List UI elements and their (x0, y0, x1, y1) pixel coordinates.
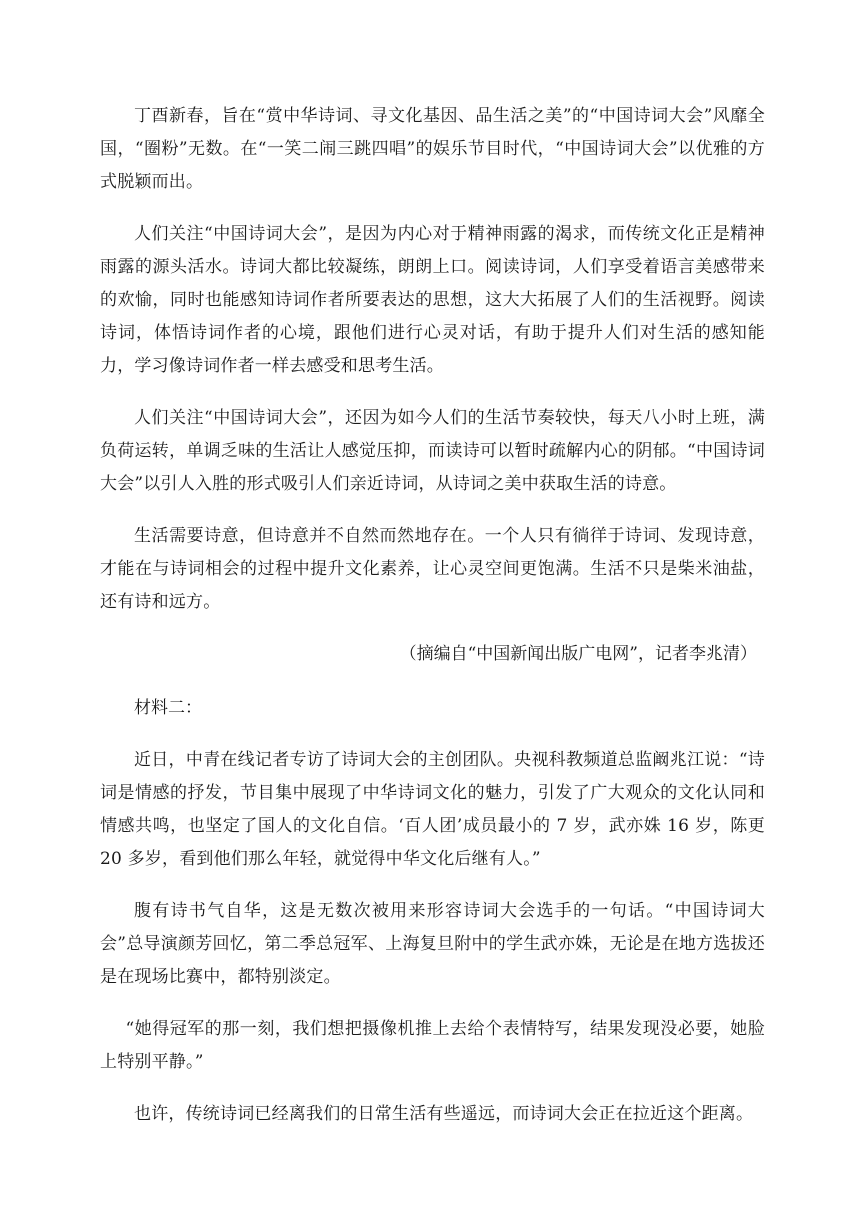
paragraph-4: 生活需要诗意，但诗意并不自然而然地存在。一个人只有徜徉于诗词、发现诗意，才能在与诗词相会的过程中提升文化素养，让心灵空间更饱满。生活不只是柴米油盐，还有诗和远方。 (100, 526, 765, 612)
source-citation: （摘编自“中国新闻出版广电网”，记者李兆清） (399, 644, 757, 664)
paragraph-5: 近日，中青在线记者专访了诗词大会的主创团队。央视科教频道总监阚兆江说：“诗词是情感的抒发，节目集中展现了中华诗词文化的魅力，引发了广大观众的文化认同和情感共鸣，也坚定了国人的文化自信。‘百人团’成员最小的 7 岁，武亦姝 16 岁，陈更 20 多岁，看到他们那么年轻，就觉得中华文化后继有人。” (100, 750, 765, 869)
paragraph-8: 也许，传统诗词已经离我们的日常生活有些遥远，而诗词大会正在拉近这个距离。 (134, 1104, 754, 1124)
paragraph-6: 腹有诗书气自华，这是无数次被用来形容诗词大会选手的一句话。“中国诗词大会”总导演颜芳回忆，第二季总冠军、上海复旦附中的学生武亦姝，无论是在地方选拔还是在现场比赛中，都特别淡定。 (100, 901, 765, 987)
document-page (100, 100, 765, 1150)
paragraph-7: “她得冠军的那一刻，我们想把摄像机推上去给个表情特写，结果发现没必要，她脸上特别平静。” (100, 1019, 765, 1072)
paragraph-3: 人们关注“中国诗词大会”，还因为如今人们的生活节奏较快，每天八小时上班，满负荷运转，单调乏味的生活让人感觉压抑，而读诗可以暂时疏解内心的阴郁。“中国诗词大会”以引人入胜的形式吸引人们亲近诗词，从诗词之美中获取生活的诗意。 (100, 408, 765, 494)
paragraph-1: 丁酉新春，旨在“赏中华诗词、寻文化基因、品生活之美”的“中国诗词大会”风靡全国，“圈粉”无数。在“一笑二闹三跳四唱”的娱乐节目时代，“中国诗词大会”以优雅的方式脱颖而出。 (100, 106, 765, 192)
material-2-heading: 材料二： (134, 698, 202, 718)
paragraph-2: 人们关注“中国诗词大会”，是因为内心对于精神雨露的渴求，而传统文化正是精神雨露的源头活水。诗词大都比较凝练，朗朗上口。阅读诗词，人们享受着语言美感带来的欢愉，同时也能感知诗词作者所要表达的思想，这大大拓展了人们的生活视野。阅读诗词，体悟诗词作者的心境，跟他们进行心灵对话，有助于提升人们对生活的感知能力，学习像诗词作者一样去感受和思考生活。 (100, 224, 765, 376)
